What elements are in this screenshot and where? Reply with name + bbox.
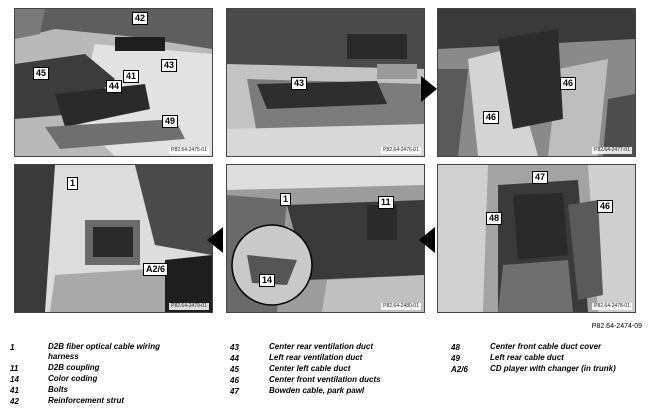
- legend-text: D2B fiber optical cable wiring harness: [48, 342, 161, 361]
- legend-item: [10, 342, 220, 363]
- callout-14: 14: [259, 274, 275, 287]
- legend-number: 47: [230, 387, 239, 396]
- photo-6-image: [438, 165, 635, 312]
- figure-id: P82.64-2474-09: [591, 323, 642, 330]
- legend-number: 48: [451, 343, 460, 352]
- legend-text: Left rear ventilation duct: [269, 353, 363, 362]
- photo-code: P82.64-2480-01: [383, 303, 419, 309]
- legend-number: 45: [230, 365, 239, 374]
- legend-text: CD player with changer (in trunk): [490, 364, 616, 373]
- sequence-arrow-left-icon: [207, 227, 223, 253]
- legend-number: 49: [451, 354, 460, 363]
- photo-center-rear-duct-area: [14, 8, 213, 157]
- legend-item: [230, 375, 440, 386]
- legend-number: 14: [10, 375, 19, 384]
- callout-45: 45: [33, 67, 49, 80]
- callout-1: 1: [280, 193, 291, 206]
- photo-code: P82.64-2476-01: [383, 147, 419, 153]
- callout-11: 11: [378, 196, 394, 209]
- callout-a2-6: A2/6: [143, 263, 168, 276]
- legend-number: 44: [230, 354, 239, 363]
- callout-41: 41: [123, 70, 139, 83]
- legend-item: [230, 342, 440, 353]
- callout-43: 43: [291, 77, 307, 90]
- legend-number: 43: [230, 343, 239, 352]
- legend-column-2: [230, 342, 440, 397]
- legend-text: Center front cable duct cover: [490, 342, 602, 351]
- callout-46: 46: [483, 111, 499, 124]
- callout-1: 1: [67, 177, 78, 190]
- legend-item: [230, 386, 440, 397]
- legend-item: [451, 342, 646, 353]
- legend-item: [10, 396, 220, 407]
- callout-47: 47: [532, 171, 548, 184]
- sequence-arrow-left-icon: [419, 227, 435, 253]
- legend-text: Center rear ventilation duct: [269, 342, 374, 351]
- callout-42: 42: [132, 12, 148, 25]
- photo-code: P82.64-2475-01: [171, 147, 207, 153]
- legend-item: [10, 363, 220, 374]
- legend-text: Color coding: [48, 374, 98, 383]
- legend-item: [10, 374, 220, 385]
- legend-item: [451, 364, 646, 375]
- photo-d2b-coupling: [226, 164, 425, 313]
- photo-front-ventilation-ducts: [437, 8, 636, 157]
- legend-item: [230, 364, 440, 375]
- legend-text: Center left cable duct: [269, 364, 351, 373]
- callout-48: 48: [486, 212, 502, 225]
- legend-text: Bowden cable, park pawl: [269, 386, 365, 395]
- photo-code: P82.64-2477-01: [594, 147, 630, 153]
- legend-number: 41: [10, 386, 19, 395]
- legend-number: A2/6: [451, 365, 468, 374]
- callout-46: 46: [560, 77, 576, 90]
- sequence-arrow-right-icon: [421, 76, 437, 102]
- callout-46: 46: [597, 200, 613, 213]
- callout-44: 44: [106, 80, 122, 93]
- photo-4-image: [15, 165, 212, 312]
- legend-column-3: [451, 342, 646, 375]
- legend-text: D2B coupling: [48, 363, 100, 372]
- legend-text: Reinforcement strut: [48, 396, 125, 405]
- legend-item: [451, 353, 646, 364]
- photo-code: P82.64-2478-01: [594, 303, 630, 309]
- legend-column-1: [10, 342, 220, 407]
- photo-2-image: [227, 9, 424, 156]
- legend-number: 11: [10, 364, 19, 373]
- legend-number: 46: [230, 376, 239, 385]
- legend-text: Center front ventilation ducts: [269, 375, 381, 384]
- legend-item: [230, 353, 440, 364]
- photo-front-cable-duct: [437, 164, 636, 313]
- photo-code: P82.64-2479-01: [171, 303, 207, 309]
- photo-3-image: [438, 9, 635, 156]
- photo-5-image: [227, 165, 424, 312]
- legend-text: Bolts: [48, 385, 68, 394]
- legend-number: 42: [10, 397, 19, 406]
- photo-rear-ventilation-duct: [226, 8, 425, 157]
- callout-43: 43: [161, 59, 177, 72]
- photo-trunk-cd-changer: [14, 164, 213, 313]
- legend-text: Left rear cable duct: [490, 353, 564, 362]
- legend-number: 1: [10, 343, 15, 352]
- callout-49: 49: [162, 115, 178, 128]
- legend-item: [10, 385, 220, 396]
